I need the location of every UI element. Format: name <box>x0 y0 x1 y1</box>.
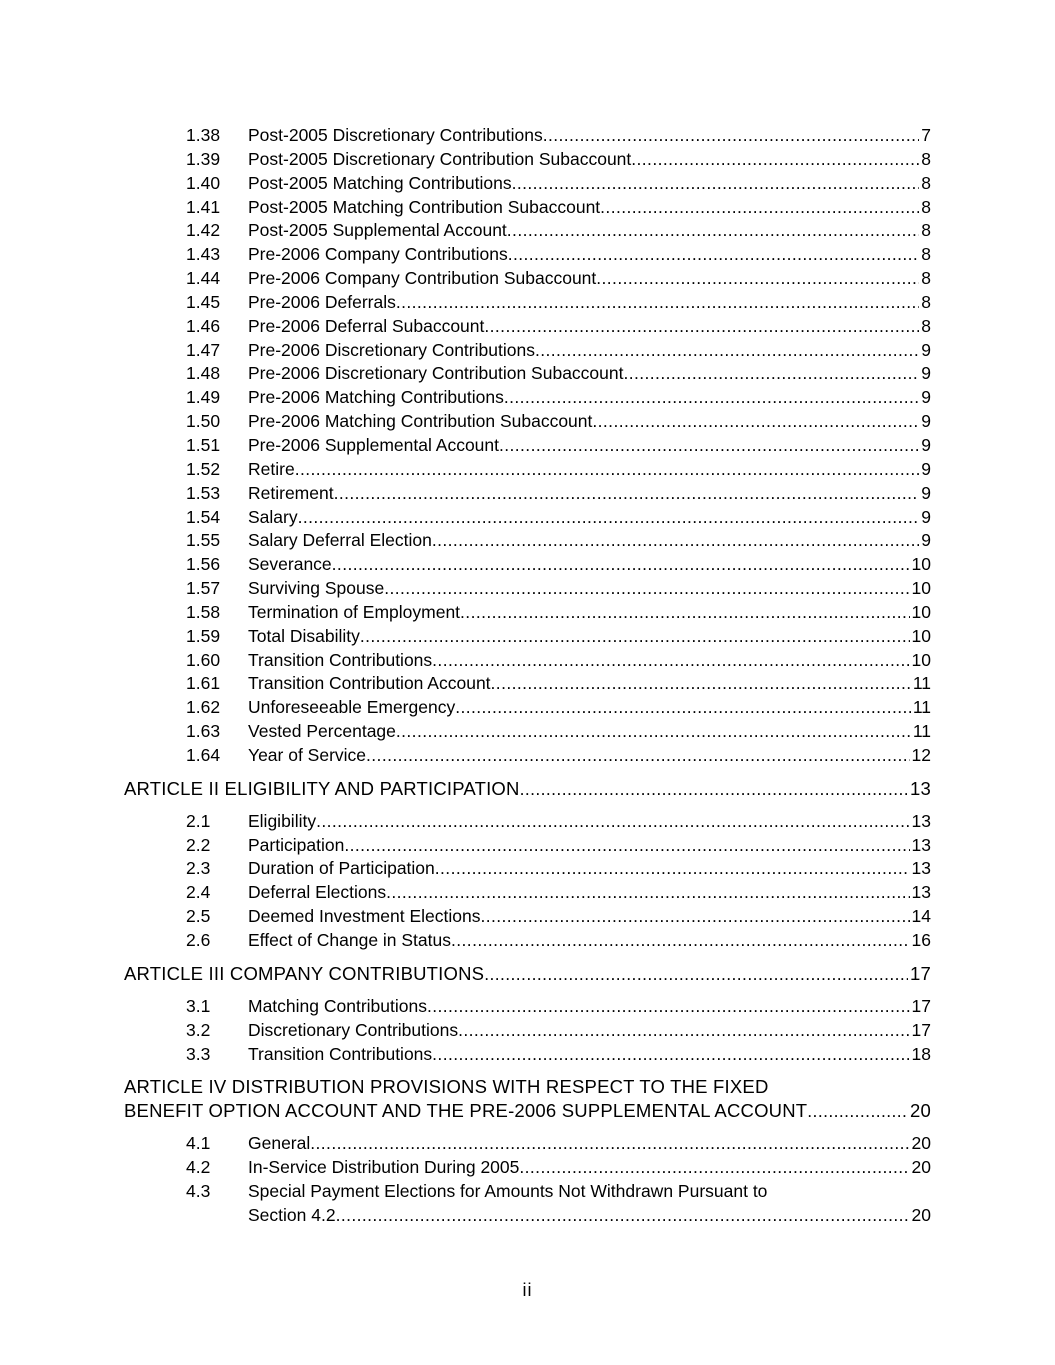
toc-article-page: 17 <box>910 962 931 984</box>
dot-leader <box>334 482 920 506</box>
toc-entry-page: 9 <box>921 482 931 503</box>
toc-entry-title: Post-2005 Matching Contributions <box>248 172 512 193</box>
toc-entry[interactable] <box>0 834 1055 858</box>
toc-entry-page: 17 <box>911 995 931 1016</box>
toc-entry-title: Vested Percentage <box>248 721 396 742</box>
toc-entry-number: 1.48 <box>186 363 221 384</box>
toc-entry-number: 1.46 <box>186 315 221 336</box>
toc-entry-title: Pre-2006 Company Contribution Subaccount <box>248 268 597 289</box>
toc-entry-line <box>248 124 931 148</box>
dot-leader <box>596 267 919 291</box>
toc-entry-line <box>248 857 931 881</box>
toc-entry-number: 1.61 <box>186 673 221 694</box>
toc-entry-title: Eligibility <box>248 810 317 831</box>
toc-entry-title: Post-2005 Discretionary Contributions <box>248 125 543 145</box>
dot-leader <box>535 339 919 363</box>
dot-leader <box>295 458 920 482</box>
toc-entry-number: 1.49 <box>186 387 221 408</box>
toc-entry-title: In-Service Distribution During 2005 <box>248 1157 520 1178</box>
toc-entry-line <box>248 881 931 905</box>
toc-entry-page: 10 <box>911 578 931 599</box>
toc-article-title: ARTICLE III COMPANY CONTRIBUTIONS <box>124 962 485 984</box>
toc-entry-line <box>248 1132 931 1156</box>
toc-entry-number: 1.62 <box>186 697 221 718</box>
toc-group-article-1 <box>0 124 1055 768</box>
toc-entry[interactable] <box>0 905 1055 929</box>
toc-entry[interactable] <box>0 672 1055 696</box>
toc-entry-number: 1.58 <box>186 601 221 622</box>
toc-entry[interactable] <box>0 720 1055 744</box>
toc-entry-number: 4.2 <box>186 1157 211 1178</box>
toc-entry-line <box>248 196 931 220</box>
toc-entry-page: 8 <box>921 244 931 265</box>
toc-entry-title: Pre-2006 Supplemental Account <box>248 434 499 455</box>
toc-entry-page: 9 <box>921 363 931 384</box>
toc-entry-number: 3.3 <box>186 1043 211 1064</box>
toc-entry[interactable] <box>0 386 1055 410</box>
toc-entry-line <box>248 243 931 267</box>
toc-entry-page: 20 <box>911 1133 931 1154</box>
toc-article-page: 13 <box>910 777 931 799</box>
toc-entry-page: 11 <box>912 673 931 694</box>
toc-entry-number: 1.64 <box>186 744 221 765</box>
toc-entry-page: 8 <box>921 315 931 336</box>
toc-entry-number: 1.63 <box>186 721 221 742</box>
toc-entry[interactable] <box>0 601 1055 625</box>
toc-entry-page: 8 <box>921 220 931 241</box>
toc-entry[interactable] <box>0 1019 1055 1043</box>
toc-entry[interactable] <box>0 857 1055 881</box>
toc-entry-number: 1.44 <box>186 268 221 289</box>
dot-leader <box>316 810 909 834</box>
toc-entry-title: Year of Service <box>248 744 367 765</box>
toc-entry-title: Unforeseeable Emergency <box>248 697 456 718</box>
toc-entry[interactable] <box>0 315 1055 339</box>
toc-entry-number: 1.47 <box>186 339 221 360</box>
toc-entry-page: 10 <box>911 649 931 670</box>
toc-entry-number: 3.2 <box>186 1019 211 1040</box>
toc-entry-number: 1.59 <box>186 625 221 646</box>
toc-entry-line <box>248 482 931 506</box>
toc-entry-page: 8 <box>921 291 931 312</box>
toc-entry-line <box>248 601 931 625</box>
toc-entry[interactable] <box>0 881 1055 905</box>
toc-entry-number: 1.40 <box>186 172 221 193</box>
toc-article-line <box>124 777 931 801</box>
toc-entry[interactable] <box>0 267 1055 291</box>
toc-article-page: 20 <box>910 1100 931 1122</box>
toc-entry-page: 20 <box>911 1204 931 1225</box>
toc-entry-title: Transition Contributions <box>248 1043 433 1064</box>
toc-entry-page: 13 <box>911 810 931 831</box>
dot-leader <box>623 362 919 386</box>
toc-entry-page: 10 <box>911 554 931 575</box>
toc-entry-title: Post-2005 Matching Contribution Subaccount <box>248 196 601 217</box>
dot-leader <box>344 834 909 858</box>
toc-entry[interactable] <box>0 649 1055 673</box>
toc-entry-line <box>248 834 931 858</box>
toc-entry[interactable] <box>0 362 1055 386</box>
toc-group-article-4 <box>0 1132 1055 1180</box>
toc-entry-title: Salary Deferral Election <box>248 530 432 551</box>
toc-entry-title: Transition Contributions <box>248 649 433 670</box>
dot-leader <box>508 243 920 267</box>
dot-leader <box>504 386 919 410</box>
toc-entry-title: Total Disability <box>248 625 360 646</box>
toc-entry-page: 18 <box>911 1043 931 1064</box>
dot-leader <box>366 744 910 768</box>
toc-entry-number: 1.55 <box>186 530 221 551</box>
dot-leader <box>460 601 909 625</box>
toc-entry[interactable] <box>0 529 1055 553</box>
toc-entry-title: Severance <box>248 554 332 575</box>
toc-entry-title: Pre-2006 Deferral Subaccount <box>248 315 485 336</box>
toc-entry-title-line-2: Section 4.2 <box>248 1204 336 1225</box>
toc-entry[interactable] <box>0 291 1055 315</box>
toc-entry-line <box>248 672 931 696</box>
toc-entry-line <box>248 506 931 530</box>
toc-entry[interactable] <box>0 148 1055 172</box>
toc-entry-number: 1.50 <box>186 411 221 432</box>
toc-entry[interactable] <box>0 929 1055 953</box>
toc-article-title-line-1: ARTICLE IV DISTRIBUTION PROVISIONS WITH RESPECT TO THE FIXED <box>124 1076 769 1098</box>
toc-entry[interactable] <box>0 506 1055 530</box>
dot-leader <box>451 929 910 953</box>
dot-leader <box>396 720 911 744</box>
dot-leader <box>384 577 909 601</box>
toc-entry-line <box>248 995 931 1019</box>
toc-entry-title: Post-2005 Supplemental Account <box>248 220 507 241</box>
toc-entry-number: 1.60 <box>186 649 221 670</box>
toc-entry-title: Termination of Employment <box>248 601 461 622</box>
toc-entry-title: Salary <box>248 506 298 527</box>
toc-entry-line <box>248 267 931 291</box>
toc-entry-line <box>248 744 931 768</box>
toc-entry-number: 2.6 <box>186 930 211 950</box>
toc-entry-title: Duration of Participation <box>248 858 435 879</box>
toc-entry-number: 2.1 <box>186 810 211 831</box>
toc-entry-title: Pre-2006 Matching Contributions <box>248 387 504 408</box>
toc-entry-line <box>248 458 931 482</box>
dot-leader <box>807 1099 908 1123</box>
toc-entry-page: 16 <box>911 930 931 950</box>
dot-leader <box>507 219 919 243</box>
dot-leader <box>592 410 919 434</box>
toc-entry-title: Pre-2006 Discretionary Contribution Subaccount <box>248 363 624 384</box>
toc-entry-line <box>248 1043 931 1067</box>
toc-entry-title: Retire <box>248 458 295 479</box>
dot-leader <box>360 625 910 649</box>
dot-leader <box>310 1132 909 1156</box>
dot-leader <box>458 1019 909 1043</box>
toc-entry-page: 10 <box>911 625 931 646</box>
toc-group-article-2 <box>0 810 1055 953</box>
toc-entry-title: Pre-2006 Discretionary Contributions <box>248 339 535 360</box>
toc-entry-line <box>248 929 931 953</box>
dot-leader <box>520 777 908 801</box>
toc-entry-page: 11 <box>912 697 931 718</box>
dot-leader <box>491 672 911 696</box>
toc-entry[interactable] <box>0 243 1055 267</box>
toc-entry-page: 8 <box>921 148 931 169</box>
toc-entry-line <box>248 696 931 720</box>
toc-entry-page: 9 <box>921 458 931 479</box>
toc-entry[interactable] <box>0 172 1055 196</box>
dot-leader <box>519 1156 909 1180</box>
dot-leader <box>396 291 919 315</box>
toc-article-line <box>124 962 931 986</box>
toc-entry-line <box>248 577 931 601</box>
dot-leader <box>432 649 909 673</box>
toc-entry[interactable] <box>0 1132 1055 1156</box>
toc-entry-line <box>248 720 931 744</box>
toc-entry-number: 1.42 <box>186 220 221 241</box>
dot-leader <box>427 995 910 1019</box>
toc-entry-number: 1.52 <box>186 458 221 479</box>
toc-entry-title: Deemed Investment Elections <box>248 906 481 927</box>
toc-entry-number: 1.57 <box>186 578 221 599</box>
toc-entry-number: 3.1 <box>186 995 211 1016</box>
toc-entry-title: Pre-2006 Company Contributions <box>248 244 508 265</box>
toc-entry[interactable] <box>0 1180 1055 1228</box>
toc-article-title: ARTICLE II ELIGIBILITY AND PARTICIPATION <box>124 777 520 799</box>
toc-entry-title: General <box>248 1133 311 1154</box>
dot-leader <box>386 881 909 905</box>
toc-entry-number: 4.1 <box>186 1133 211 1154</box>
dot-leader <box>512 172 920 196</box>
toc-entry-line <box>248 553 931 577</box>
toc-entry-line <box>248 148 931 172</box>
toc-entry-title: Transition Contribution Account <box>248 673 491 694</box>
toc-entry-line <box>248 410 931 434</box>
dot-leader <box>298 506 920 530</box>
toc-entry-page: 9 <box>921 530 931 551</box>
toc-entry[interactable] <box>0 1043 1055 1067</box>
toc-entry-number: 1.54 <box>186 506 221 527</box>
toc-entry-number: 1.39 <box>186 148 221 169</box>
toc-entry-line <box>248 649 931 673</box>
dot-leader <box>499 434 919 458</box>
toc-entry-page: 14 <box>911 906 931 927</box>
toc-entry-page: 9 <box>921 411 931 432</box>
toc-entry-title: Pre-2006 Deferrals <box>248 291 396 312</box>
toc-entry-line <box>248 1156 931 1180</box>
toc-entry-line <box>248 434 931 458</box>
toc-entry-title-line-1: Special Payment Elections for Amounts Not Withdrawn Pursuant to <box>248 1181 768 1202</box>
toc-entry[interactable] <box>0 339 1055 363</box>
toc-entry-page: 11 <box>912 721 931 742</box>
toc-entry[interactable] <box>0 995 1055 1019</box>
toc-entry-line <box>248 625 931 649</box>
toc-group-article-3 <box>0 995 1055 1067</box>
toc-entry-number: 1.53 <box>186 482 221 503</box>
toc-entry-page: 9 <box>921 506 931 527</box>
toc-entry-page: 13 <box>911 834 931 855</box>
toc-entry-page: 20 <box>911 1157 931 1178</box>
toc-entry-page: 7 <box>921 125 931 145</box>
toc-entry-line <box>248 219 931 243</box>
dot-leader <box>600 196 919 220</box>
toc-entry-number: 2.5 <box>186 906 211 927</box>
dot-leader <box>455 696 911 720</box>
dot-leader <box>480 905 909 929</box>
toc-entry-number: 1.56 <box>186 554 221 575</box>
toc-entry-line <box>248 339 931 363</box>
toc-entry[interactable] <box>0 434 1055 458</box>
dot-leader <box>484 962 908 986</box>
toc-entry-page: 9 <box>921 339 931 360</box>
toc-entry-page: 13 <box>911 882 931 903</box>
toc-entry-page: 8 <box>921 268 931 289</box>
toc-entry-line <box>248 905 931 929</box>
toc-entry-line <box>248 315 931 339</box>
toc-entry-number: 4.3 <box>186 1181 211 1202</box>
toc-article-iv[interactable] <box>0 1075 1055 1123</box>
toc-entry-title: Matching Contributions <box>248 995 427 1016</box>
toc-entry-number: 1.51 <box>186 434 221 455</box>
toc-entry-line <box>248 362 931 386</box>
toc-entry-number: 1.43 <box>186 244 221 265</box>
toc-entry-page: 13 <box>911 858 931 879</box>
toc-entry-number: 1.45 <box>186 291 221 312</box>
toc-entry-page: 8 <box>921 196 931 217</box>
toc-entry-title: Effect of Change in Status <box>248 930 452 950</box>
dot-leader <box>631 148 919 172</box>
toc-entry-line <box>248 1019 931 1043</box>
toc-entry[interactable] <box>0 410 1055 434</box>
toc-entry[interactable] <box>0 482 1055 506</box>
toc-entry[interactable] <box>0 744 1055 768</box>
toc-entry-title: Pre-2006 Matching Contribution Subaccount <box>248 411 593 432</box>
toc-entry-line <box>248 386 931 410</box>
toc-entry-line <box>248 1204 931 1228</box>
toc-entry[interactable] <box>0 625 1055 649</box>
toc-entry[interactable] <box>0 219 1055 243</box>
toc-entry[interactable] <box>0 458 1055 482</box>
dot-leader <box>432 1043 909 1067</box>
toc-entry-line <box>248 529 931 553</box>
dot-leader <box>332 553 910 577</box>
toc-article-ii[interactable] <box>0 777 1055 801</box>
dot-leader <box>336 1204 910 1228</box>
page-number: ii <box>522 1280 533 1300</box>
toc-article-iii[interactable] <box>0 962 1055 986</box>
toc-entry-line <box>248 172 931 196</box>
toc-entry-line <box>248 810 931 834</box>
toc-entry-title: Retirement <box>248 482 334 503</box>
toc-entry[interactable] <box>0 696 1055 720</box>
toc-entry[interactable] <box>0 1156 1055 1180</box>
toc-entry-page: 9 <box>921 387 931 408</box>
toc-entry-page: 17 <box>911 1019 931 1040</box>
toc-entry-page: 8 <box>921 172 931 193</box>
toc-article-line <box>124 1099 931 1123</box>
toc-entry-number: 1.41 <box>186 196 221 217</box>
dot-leader <box>435 857 910 881</box>
dot-leader <box>543 124 920 148</box>
toc-entry[interactable] <box>0 553 1055 577</box>
toc-entry-title: Surviving Spouse <box>248 578 385 599</box>
toc-entry[interactable] <box>0 196 1055 220</box>
dot-leader <box>432 529 919 553</box>
toc-entry-title: Participation <box>248 834 345 855</box>
toc-entry-number: 1.38 <box>186 125 221 145</box>
toc-entry-page: 9 <box>921 434 931 455</box>
toc-entry-page: 12 <box>911 744 931 765</box>
table-of-contents <box>0 124 1055 1228</box>
toc-entry-number: 2.4 <box>186 882 211 903</box>
toc-entry-number: 2.2 <box>186 834 211 855</box>
toc-entry-title: Post-2005 Discretionary Contribution Subaccount <box>248 148 632 169</box>
dot-leader <box>484 315 919 339</box>
toc-entry-line <box>248 291 931 315</box>
toc-entry[interactable] <box>0 810 1055 834</box>
toc-entry-title: Discretionary Contributions <box>248 1019 459 1040</box>
toc-entry[interactable] <box>0 124 1055 148</box>
toc-entry-title: Deferral Elections <box>248 882 387 903</box>
toc-entry-page: 10 <box>911 601 931 622</box>
toc-entry[interactable] <box>0 577 1055 601</box>
toc-article-title-line-2: BENEFIT OPTION ACCOUNT AND THE PRE-2006 SUPPLEMENTAL ACCOUNT <box>124 1100 808 1122</box>
toc-entry-number: 2.3 <box>186 858 211 879</box>
